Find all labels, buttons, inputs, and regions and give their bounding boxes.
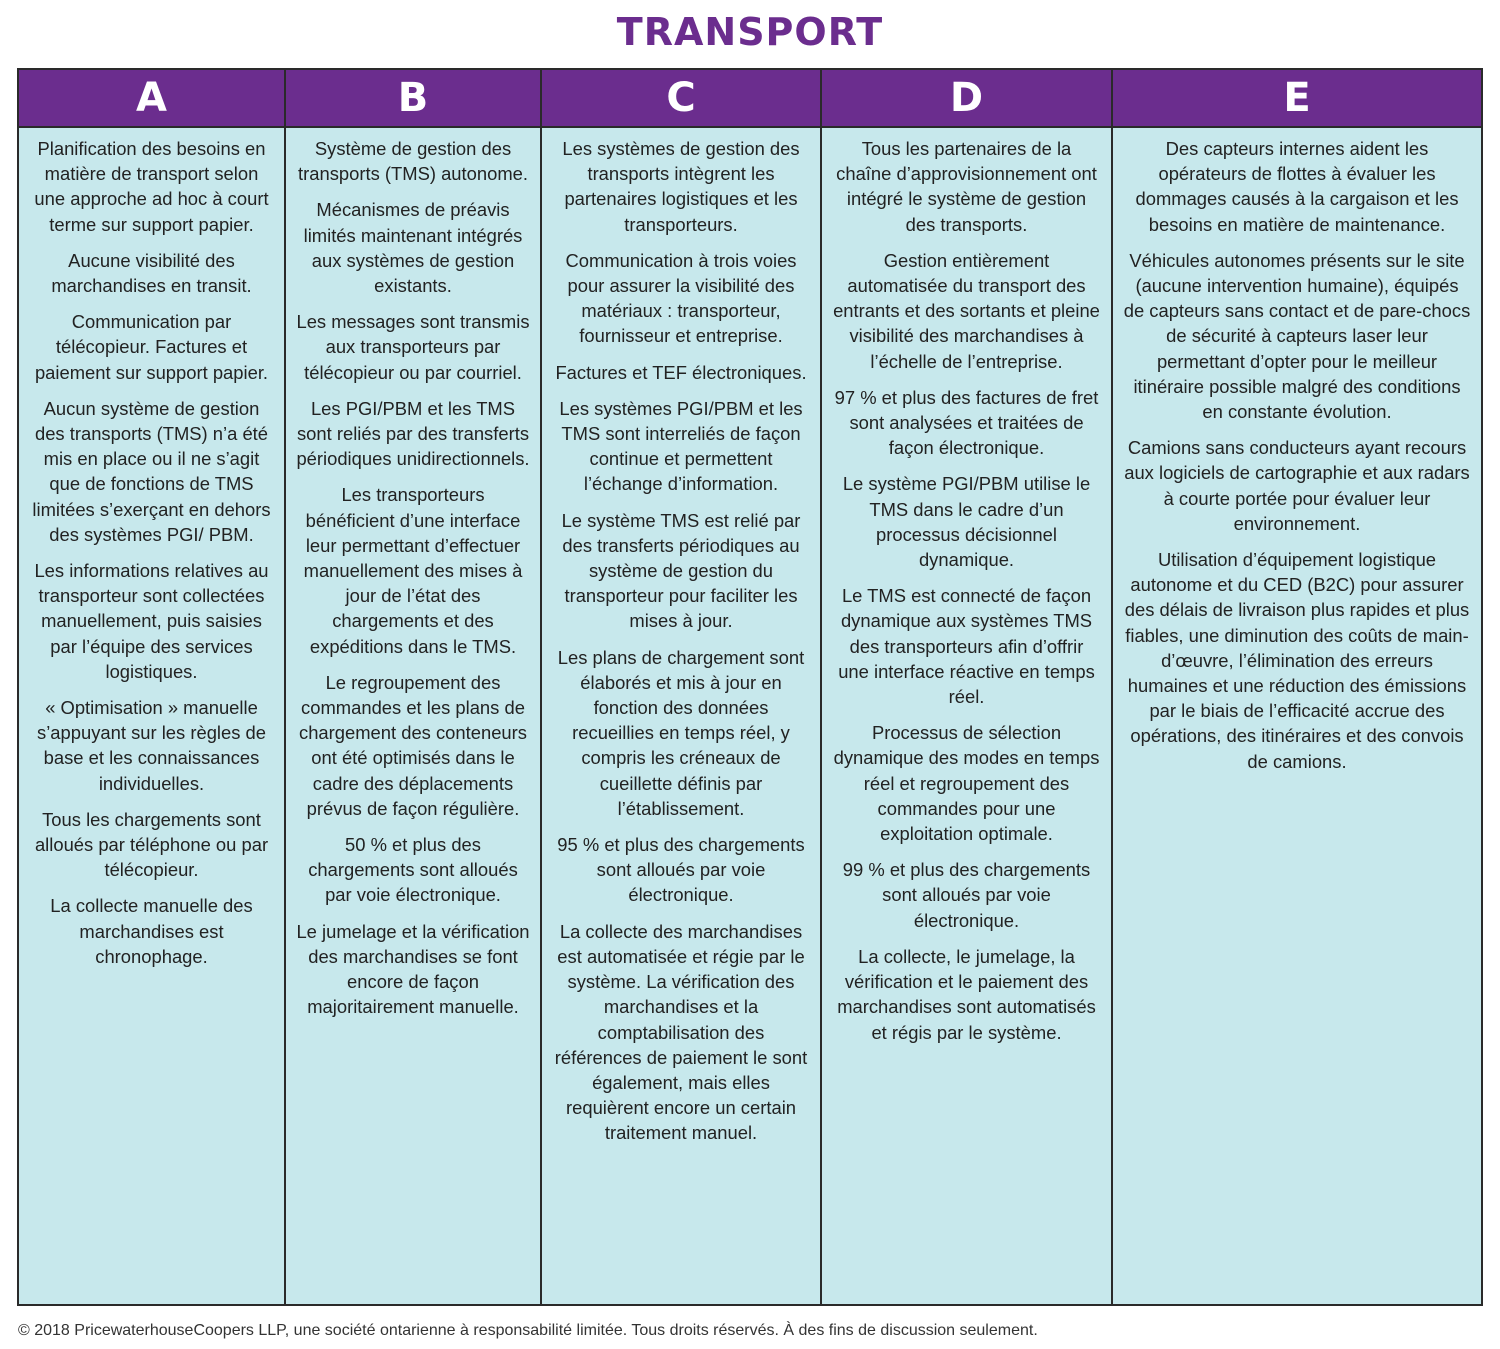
cell-item: Les transporteurs bénéficient d’une interface leur permettant d’effectuer manuellement des mises à jour de l’état des chargements et des expéditions dans le TMS.	[303, 484, 523, 657]
cell-item: La collecte des marchandises est automatisée et régie par le système. La vérification des marchandises et la comptabilisation des références de paiement le sont également, mais elles requièrent encore un certain traitement manuel.	[554, 920, 808, 1144]
column-body-a	[19, 128, 284, 1304]
column-d	[822, 70, 1113, 1304]
cell-item: Mécanismes de préavis limités maintenant intégrés aux systèmes de gestion existants.	[303, 199, 523, 297]
column-header-d: D	[822, 70, 1111, 128]
cell-item: Les plans de chargement sont élaborés et mis à jour en fonction des données recueillies en temps réel, y compris les créneaux de cueillette définis par l’établissement.	[557, 646, 805, 819]
cell-item: Les systèmes de gestion des transports intègrent les partenaires logistiques et les transporteurs.	[562, 138, 800, 235]
cell-item: Communication par télécopieur. Factures et paiement sur support papier.	[34, 311, 269, 383]
cell-item: Les PGI/PBM et les TMS sont reliés par des transferts périodiques unidirectionnels.	[296, 397, 530, 470]
cell-item: Planification des besoins en matière de transport selon une approche ad hoc à court terme sur support papier.	[34, 138, 269, 235]
cell-item: Camions sans conducteurs ayant recours aux logiciels de cartographie et aux radars à courte portée pour évaluer leur environnement.	[1124, 437, 1470, 534]
cell-item: 50 % et plus des chargements sont alloués par voie électronique.	[308, 834, 518, 906]
cell-item: Le système PGI/PBM utilise le TMS dans le cadre d’un processus décisionnel dynamique.	[842, 473, 1091, 571]
cell-item: Communication à trois voies pour assurer la visibilité des matériaux : transporteur, fournisseur et entreprise.	[565, 249, 797, 347]
cell-item: Véhicules autonomes présents sur le site (aucune intervention humaine), équipés de capteurs sans contact et de pare-chocs de sécurité à capteurs laser leur permettant d’opter pour le meilleur itinéraire possible malgré des conditions en constante évolution.	[1123, 249, 1471, 423]
cell-item: 99 % et plus des chargements sont alloués par voie électronique.	[842, 859, 1091, 931]
column-e	[1113, 70, 1481, 1304]
cell-item: Tous les partenaires de la chaîne d’approvisionnement ont intégré le système de gestion des transports.	[836, 138, 1097, 235]
cell-item: Aucun système de gestion des transports (TMS) n’a été mis en place ou il ne s’agit que de fonctions de TMS limitées s’exerçant en dehors des systèmes PGI/ PBM.	[32, 397, 271, 545]
column-a	[19, 70, 286, 1304]
cell-item: Gestion entièrement automatisée du transport des entrants et des sortants et pleine visibilité des marchandises à l’échelle de l’entreprise.	[833, 249, 1100, 372]
cell-item: Le TMS est connecté de façon dynamique aux systèmes TMS des transporteurs afin d’offrir une interface réactive en temps réel.	[838, 585, 1095, 708]
column-body-b	[286, 128, 540, 1304]
cell-item: Les informations relatives au transporteur sont collectées manuellement, puis saisies par l’équipe des services logistiques.	[34, 560, 269, 682]
cell-item: Factures et TEF électroniques.	[555, 361, 807, 383]
cell-item: Tous les chargements sont alloués par téléphone ou par télécopieur.	[34, 808, 269, 881]
cell-item: Aucune visibilité des marchandises en transit.	[51, 249, 252, 297]
cell-item: 97 % et plus des factures de fret sont analysées et traitées de façon électronique.	[834, 386, 1099, 459]
cell-item: Les messages sont transmis aux transporteurs par télécopieur ou par courriel.	[296, 311, 530, 383]
column-body-e	[1113, 128, 1481, 1304]
copyright-footer: © 2018 PricewaterhouseCoopers LLP, une société ontarienne à responsabilité limitée. Tous droits réservés. À des fins de discussion seulement.	[18, 1322, 1038, 1339]
column-header-c: C	[542, 70, 820, 128]
cell-item: Les systèmes PGI/PBM et les TMS sont interreliés de façon continue et permettent l’échange d’information.	[559, 397, 803, 495]
cell-item: Système de gestion des transports (TMS) autonome.	[298, 138, 528, 185]
cell-item: Le système TMS est relié par des transferts périodiques au système de gestion du transporteur pour faciliter les mises à jour.	[561, 509, 801, 632]
cell-item: Utilisation d’équipement logistique autonome et du CED (B2C) pour assurer des délais de livraison plus rapides et plus fiables, une diminution des coûts de main-d’œuvre, l’élimination des erreurs humaines et une réduction des émissions par le biais de l’efficacité accrue des opérations, des itinéraires et des convois de camions.	[1124, 549, 1470, 772]
column-header-a: A	[19, 70, 284, 128]
column-b	[286, 70, 542, 1304]
cell-item: « Optimisation » manuelle s’appuyant sur les règles de base et les connaissances individuelles.	[37, 697, 266, 794]
cell-item: La collecte, le jumelage, la vérification et le paiement des marchandises sont automatisés et régis par le système.	[837, 945, 1096, 1043]
column-header-b: B	[286, 70, 540, 128]
page-title: TRANSPORT	[616, 10, 884, 54]
cell-item: La collecte manuelle des marchandises est chronophage.	[50, 895, 253, 967]
maturity-table	[17, 68, 1483, 1306]
cell-item: Processus de sélection dynamique des modes en temps réel et regroupement des commandes pour une exploitation optimale.	[833, 722, 1100, 845]
column-header-e: E	[1113, 70, 1481, 128]
column-c	[542, 70, 822, 1304]
cell-item: 95 % et plus des chargements sont alloués par voie électronique.	[557, 834, 805, 906]
cell-item: Le jumelage et la vérification des marchandises se font encore de façon majoritairement manuelle.	[296, 920, 530, 1018]
column-body-d	[822, 128, 1111, 1304]
cell-item: Des capteurs internes aident les opérateurs de flottes à évaluer les dommages causés à la cargaison et les besoins en matière de maintenance.	[1135, 138, 1459, 235]
column-body-c	[542, 128, 820, 1304]
cell-item: Le regroupement des commandes et les plans de chargement des conteneurs ont été optimisés dans le cadre des déplacements prévus de façon régulière.	[299, 671, 527, 819]
